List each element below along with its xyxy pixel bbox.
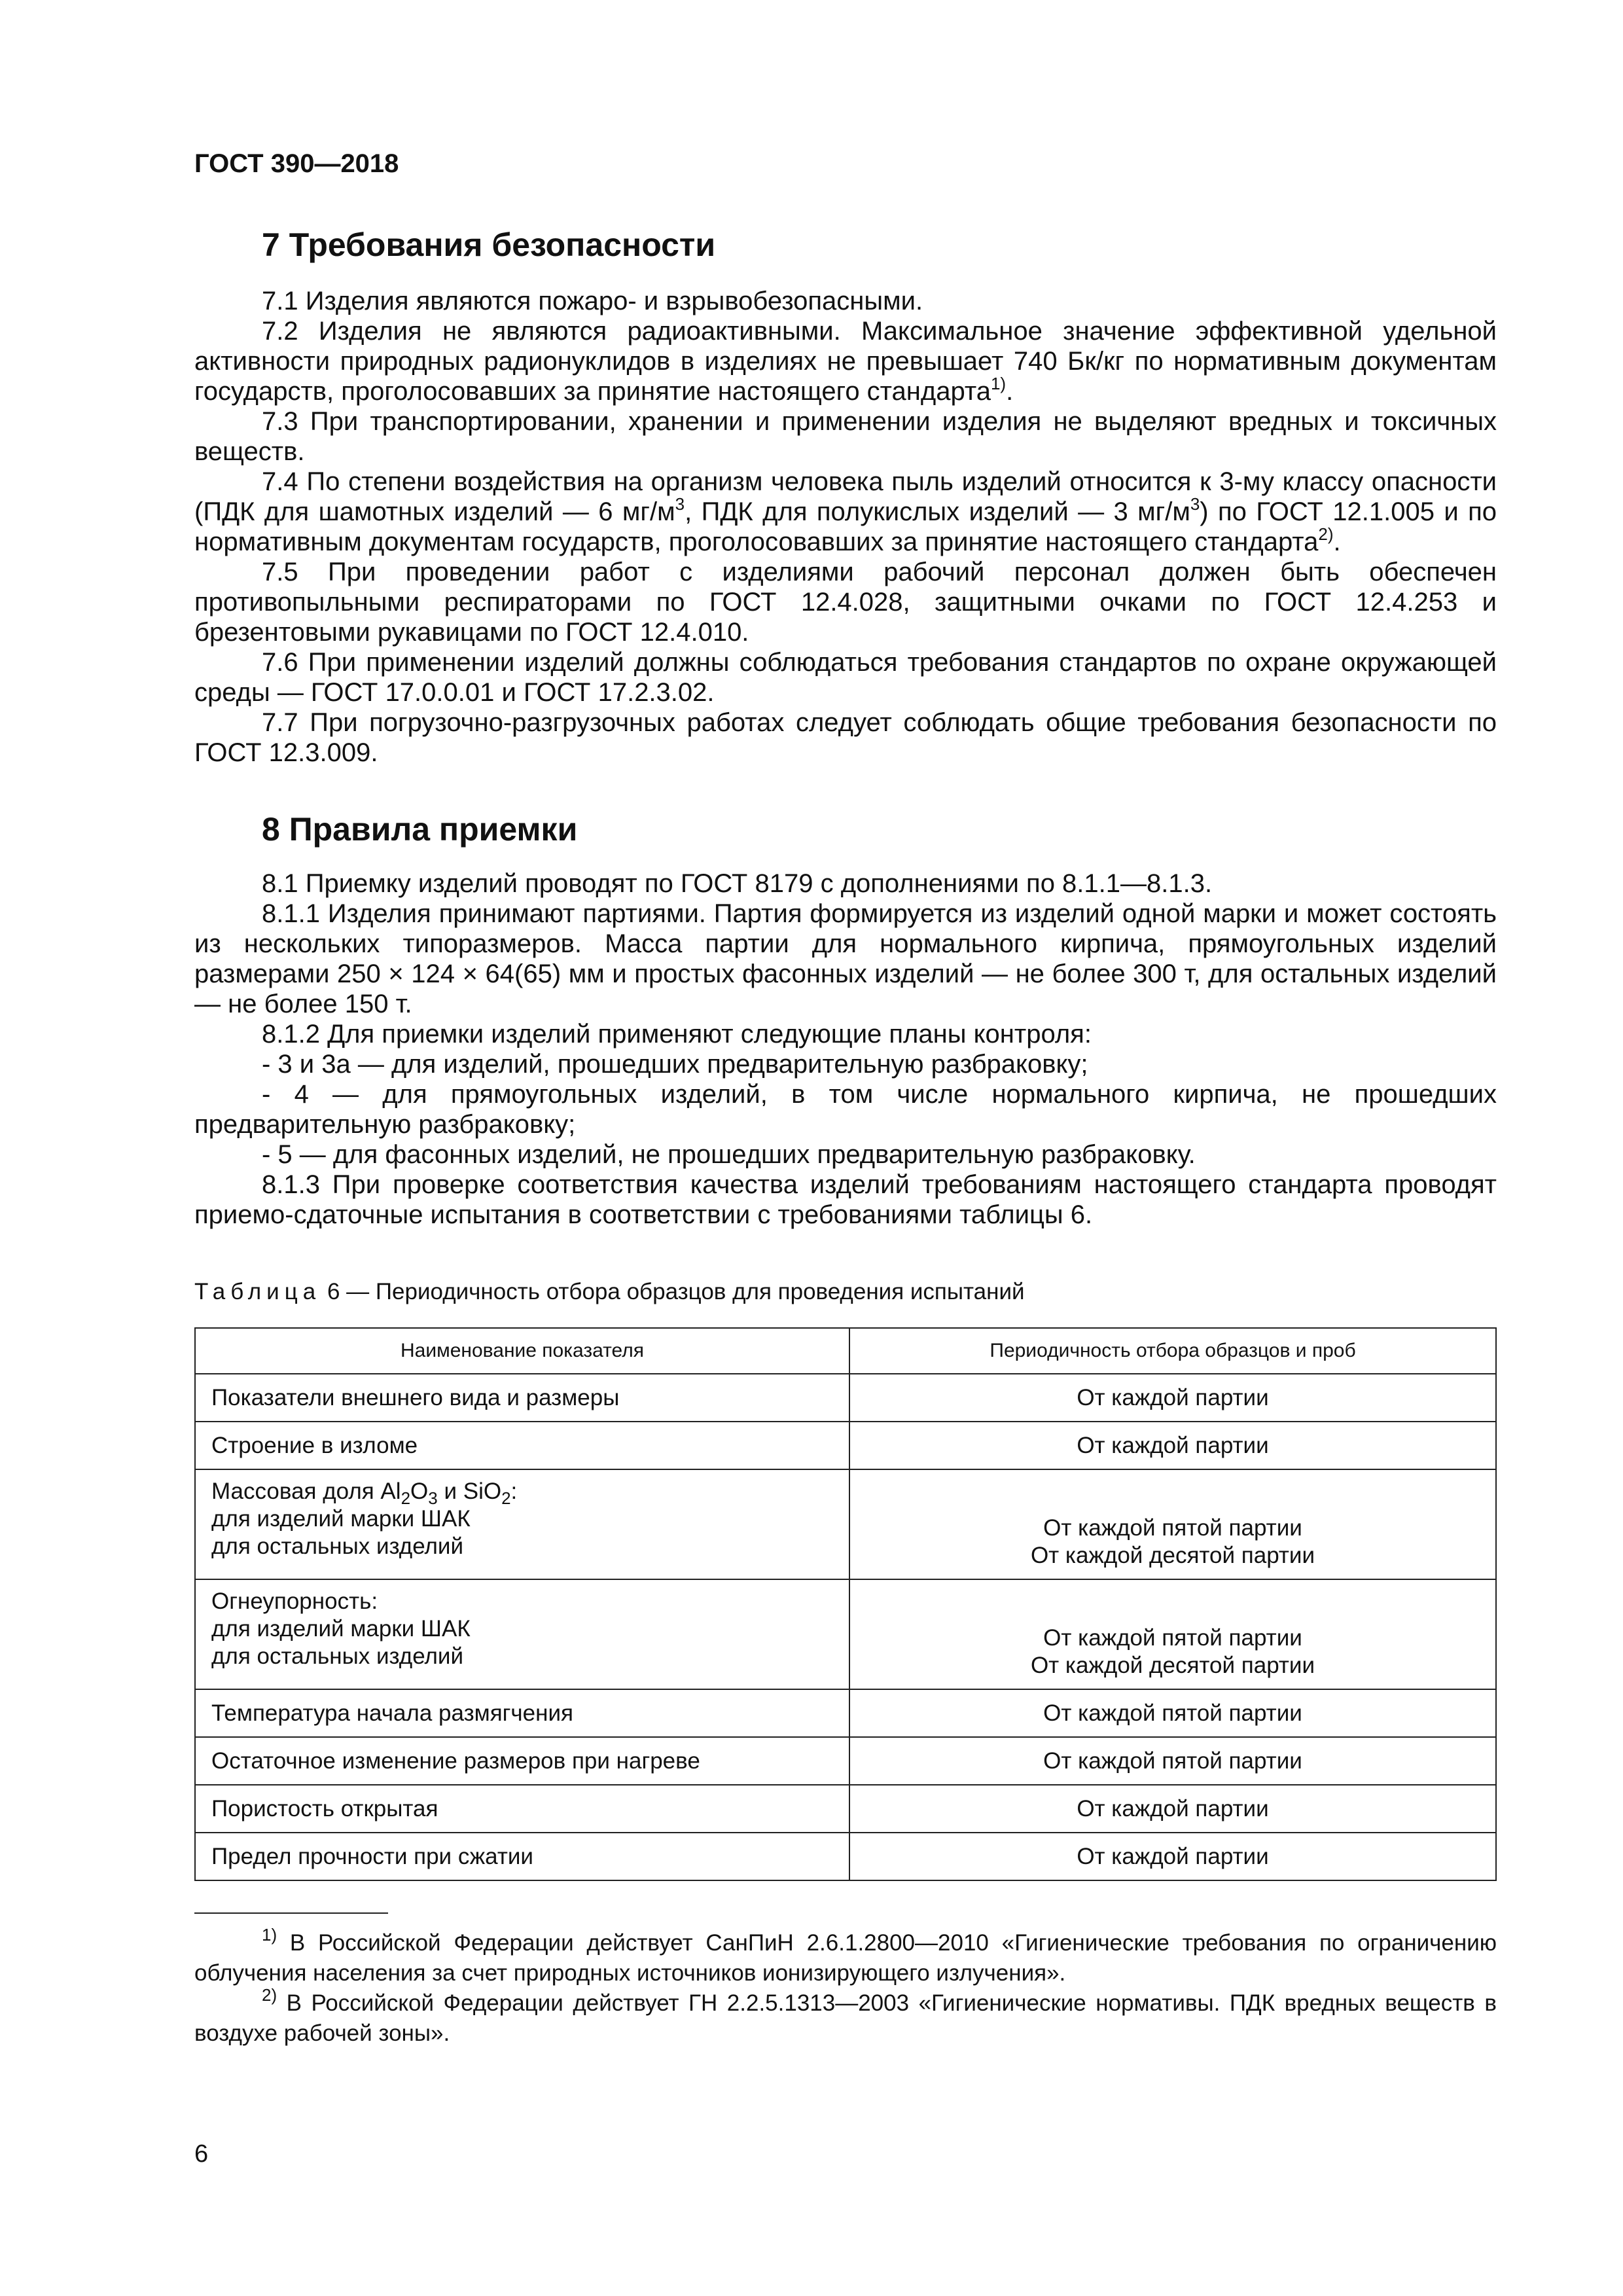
- table-cell: От каждой пятой партии: [849, 1689, 1496, 1737]
- list-item: - 3 и 3а — для изделий, прошедших предварительную разбраковку;: [262, 1050, 1088, 1079]
- table-cell: От каждой пятой партии От каждой десятой партии: [849, 1579, 1496, 1689]
- table-caption: Таблица 6 — Периодичность отбора образцов для проведения испытаний: [194, 1279, 1025, 1304]
- table-row: [195, 1785, 1496, 1833]
- page-number: 6: [194, 2140, 209, 2168]
- table-row: [195, 1737, 1496, 1785]
- footnote-divider: [194, 1912, 388, 1914]
- paragraph-8-1-2: 8.1.2 Для приемки изделий применяют следующие планы контроля:: [262, 1020, 1092, 1049]
- section-8-title: 8 Правила приемки: [262, 811, 578, 848]
- section-7-title: 7 Требования безопасности: [262, 226, 716, 263]
- footnotes: [194, 1925, 1497, 2049]
- footnote-ref-2[interactable]: 2): [1318, 524, 1334, 544]
- table-cell: Остаточное изменение размеров при нагреве: [195, 1737, 849, 1785]
- table-row: [195, 1689, 1496, 1737]
- paragraph-7-6: 7.6 При применении изделий должны соблюдаться требования стандартов по охране окружающей среды — ГОСТ 17.0.0.01 и ГОСТ 17.2.3.02.: [194, 648, 1497, 707]
- paragraph-7-7: 7.7 При погрузочно-разгрузочных работах следует соблюдать общие требования безопасности по ГОСТ 12.3.009.: [194, 708, 1497, 767]
- table-cell: Температура начала размягчения: [195, 1689, 849, 1737]
- table-cell: Предел прочности при сжатии: [195, 1833, 849, 1880]
- footnote-1: $^{1)}$ В Российской Федерации действует СанПиН 2.6.1.2800—2010 «Гигиенические требования по ограничению облучения населения за счет природных источников ионизирующего излучения».: [194, 1925, 1497, 1986]
- paragraph-7-2: 7.2 Изделия не являются радиоактивными. Максимальное значение эффективной удельной активности природных радионуклидов в изделиях не превышает 740 Бк/кг по нормативным документам государств, проголосовавших за принятие настоящего стандарта$^{1)}$.: [194, 317, 1497, 406]
- table-cell: Строение в изломе: [195, 1422, 849, 1469]
- list-item: - 5 — для фасонных изделий, не прошедших предварительную разбраковку.: [262, 1140, 1196, 1169]
- table-cell: От каждой партии: [849, 1374, 1496, 1422]
- table-header-row: [195, 1328, 1496, 1374]
- table-cell: Пористость открытая: [195, 1785, 849, 1833]
- table-row: [195, 1833, 1496, 1880]
- footnote-ref-1[interactable]: 1): [990, 373, 1007, 393]
- table-cell: Огнеупорность: для изделий марки ШАК для остальных изделий: [195, 1579, 849, 1689]
- list-item: - 4 — для прямоугольных изделий, в том числе нормального кирпича, не прошедших предварительную разбраковку;: [194, 1080, 1497, 1139]
- paragraph-7-5: 7.5 При проведении работ с изделиями рабочий персонал должен быть обеспечен противопыльными респираторами по ГОСТ 12.4.028, защитными очками по ГОСТ 12.4.253 и брезентовыми рукавицами по ГОСТ 12.4.010.: [194, 558, 1497, 647]
- table-cell: Показатели внешнего вида и размеры: [195, 1374, 849, 1422]
- table-cell: От каждой партии: [849, 1422, 1496, 1469]
- table-cell: От каждой пятой партии От каждой десятой партии: [849, 1469, 1496, 1579]
- paragraph-8-1: 8.1 Приемку изделий проводят по ГОСТ 8179 с дополнениями по 8.1.1—8.1.3.: [262, 869, 1213, 898]
- paragraph-7-4: 7.4 По степени воздействия на организм человека пыль изделий относится к 3-му классу опасности (ПДК для шамотных изделий — 6 $мг/м^3$, ПДК для полукислых изделий — 3 $мг/м^3$) по ГОСТ 12.1.005 и по нормативным документам государств, проголосовавших за принятие настоящего стандарта$^{2)}$.: [194, 467, 1497, 556]
- paragraph-8-1-3: 8.1.3 При проверке соответствия качества изделий требованиям настоящего стандарта проводят приемо-сдаточные испытания в соответствии с требованиями таблицы 6.: [194, 1170, 1497, 1229]
- paragraph-8-1-1: 8.1.1 Изделия принимают партиями. Партия формируется из изделий одной марки и может состоять из нескольких типоразмеров. Масса партии для нормального кирпича, прямоугольных изделий размерами 250 × 124 × 64(65) мм и простых фасонных изделий — не более 300 т, для остальных изделий — не более 150 т.: [194, 899, 1497, 1018]
- footnote-2: $^{2)}$ В Российской Федерации действует ГН 2.2.5.1313—2003 «Гигиенические нормативы. ПДК вредных веществ в воздухе рабочей зоны».: [194, 1985, 1497, 2046]
- table-cell: От каждой партии: [849, 1785, 1496, 1833]
- table-cell: От каждой пятой партии: [849, 1737, 1496, 1785]
- document-header: ГОСТ 390—2018: [194, 149, 399, 178]
- table-cell: Массовая доля $Al_2O_3$ и SiO$_2$: для изделий марки ШАК для остальных изделий: [195, 1469, 849, 1579]
- paragraph-7-3: 7.3 При транспортировании, хранении и применении изделия не выделяют вредных и токсичных веществ.: [194, 407, 1497, 466]
- table-cell: От каждой партии: [849, 1833, 1496, 1880]
- table-row: [195, 1469, 1496, 1579]
- section-8-body: [194, 869, 1497, 1230]
- table-row: [195, 1422, 1496, 1469]
- table-row: [195, 1579, 1496, 1689]
- column-header: Периодичность отбора образцов и проб: [849, 1328, 1496, 1374]
- paragraph-7-1: 7.1 Изделия являются пожаро- и взрывобезопасными.: [262, 287, 923, 315]
- table-6: [194, 1327, 1497, 1881]
- column-header: Наименование показателя: [195, 1328, 849, 1374]
- table-row: [195, 1374, 1496, 1422]
- section-7-body: [194, 286, 1497, 768]
